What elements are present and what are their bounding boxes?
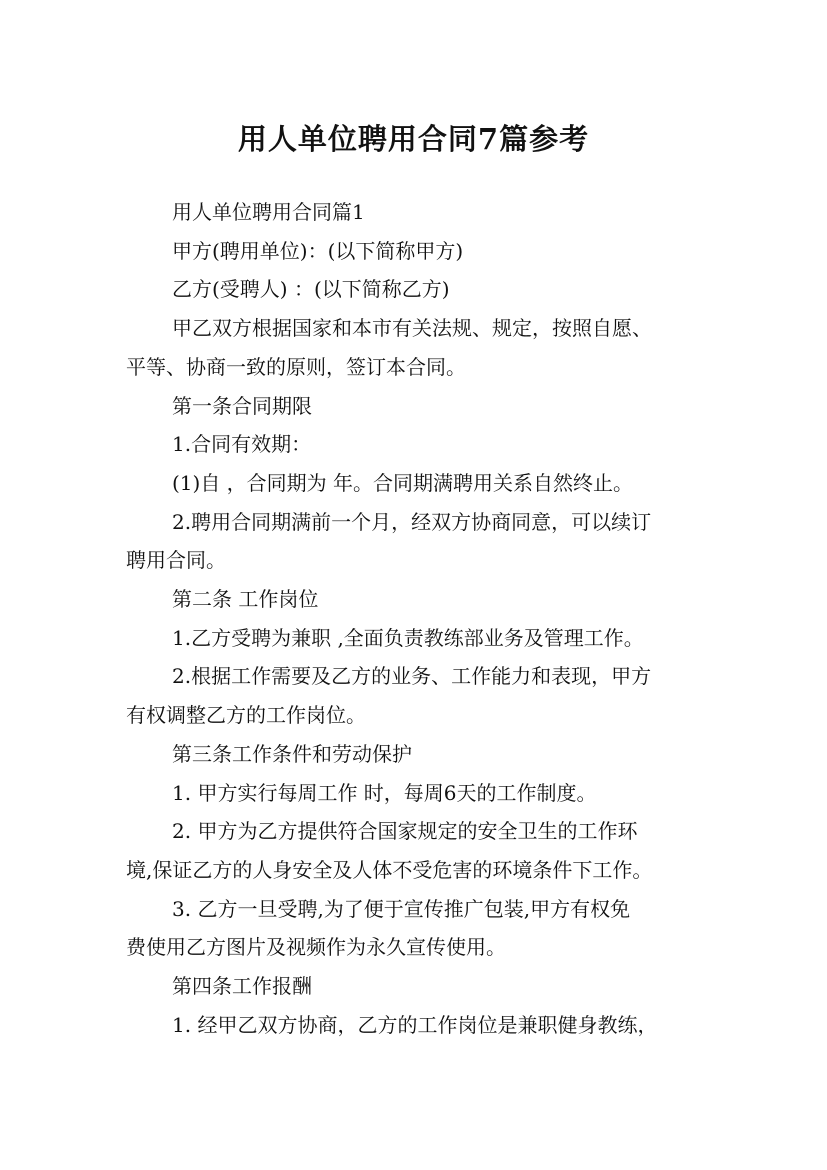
document-body [126,193,726,1044]
paragraph-line: 1.合同有效期： [172,432,312,457]
paragraph-line: 1. 经甲乙双方协商，乙方的工作岗位是兼职健身教练， [172,1012,658,1037]
paragraph-line: 境,保证乙方的人身安全及人体不受危害的环境条件下工作。 [126,857,653,882]
document-title: 用人单位聘用合同7篇参考 [237,122,590,157]
paragraph-line: 甲方(聘用单位)：(以下简称甲方) [172,238,464,263]
paragraph-line: 1. 甲方实行每周工作 时，每周6天的工作制度。 [172,780,597,805]
paragraph-line: 1.乙方受聘为兼职 ,全面负责教练部业务及管理工作。 [172,625,644,650]
paragraph-line: 第三条工作条件和劳动保护 [172,741,412,766]
paragraph-line: 第二条 工作岗位 [172,587,319,612]
paragraph-line: 2.根据工作需要及乙方的业务、工作能力和表现，甲方 [172,664,652,689]
paragraph-line: 乙方(受聘人) ：(以下简称乙方) [172,277,450,302]
paragraph-line: 费使用乙方图片及视频作为永久宣传使用。 [126,935,506,960]
paragraph-line: (1)自 ，合同期为 年。合同期满聘用关系自然终止。 [172,470,634,495]
paragraph-line: 3. 乙方一旦受聘,为了便于宣传推广包装,甲方有权免 [172,896,631,921]
paragraph-line: 2. 甲方为乙方提供符合国家规定的安全卫生的工作环 [172,819,638,844]
paragraph-line: 第四条工作报酬 [172,974,312,999]
paragraph-line: 2.聘用合同期满前一个月，经双方协商同意，可以续订 [172,509,652,534]
paragraph-line: 有权调整乙方的工作岗位。 [126,703,366,728]
paragraph-line: 第一条合同期限 [172,393,312,418]
paragraph-line: 用人单位聘用合同篇1 [172,200,365,224]
paragraph-line: 平等、协商一致的原则，签订本合同。 [126,354,466,379]
paragraph-line: 聘用合同。 [126,548,226,573]
paragraph-line: 甲乙双方根据国家和本市有关法规、规定，按照自愿、 [172,316,652,341]
